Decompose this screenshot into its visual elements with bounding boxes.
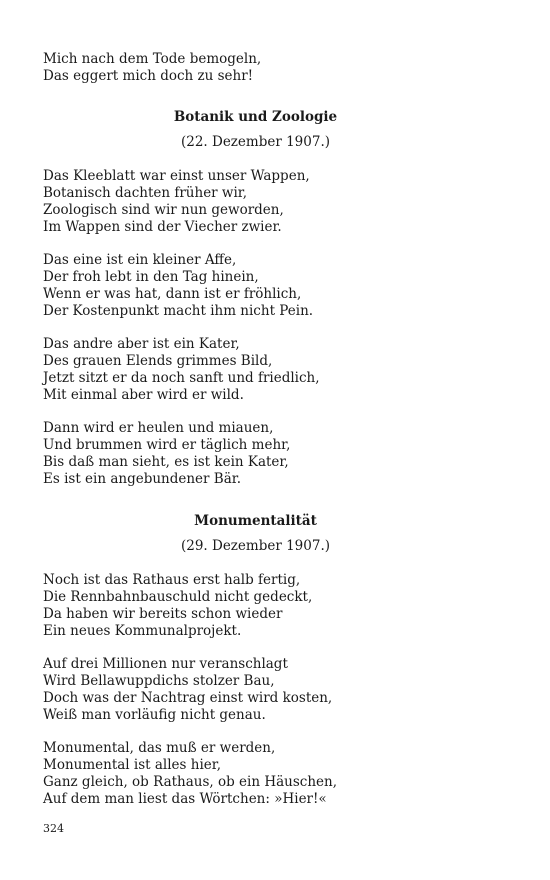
verse-line: Monumental, das muß er werden, [43,740,276,756]
stanza [43,572,468,640]
verse-line: Noch ist das Rathaus erst halb fertig, [43,572,301,588]
verse-line: Ein neues Kommunalprojekt. [43,623,242,639]
verse-line: Das eine ist ein kleiner Affe, [43,252,237,268]
verse-line: Mit einmal aber wird er wild. [43,387,244,403]
poem-date: (29. Dezember 1907.) [180,538,331,554]
verse-line: Des grauen Elends grimmes Bild, [43,353,273,369]
stanza [43,740,468,808]
poem-date: (22. Dezember 1907.) [180,134,331,150]
verse-line: Weiß man vorläufig nicht genau. [43,707,266,723]
stanza [43,420,468,488]
stanza [43,336,468,404]
verse-line: Die Rennbahnbauschuld nicht gedeckt, [43,589,313,605]
stanza [43,656,468,724]
verse-line: Das andre aber ist ein Kater, [43,336,240,352]
verse-line: Das Kleeblatt war einst unser Wappen, [43,168,310,184]
verse-line: Dann wird er heulen und miauen, [43,420,274,436]
page-number: 324 [43,822,64,835]
verse-line: Im Wappen sind der Viecher zwier. [43,219,282,235]
poem-heading [128,109,383,151]
verse-line: Der Kostenpunkt macht ihm nicht Pein. [43,303,314,319]
poem-monumentalitaet [43,513,468,808]
opening-stanza [43,51,468,85]
verse-line: Es ist ein angebundener Bär. [43,471,242,487]
verse-line: Auf drei Millionen nur veranschlagt [43,656,288,672]
verse-line: Wenn er was hat, dann ist er fröhlich, [43,286,302,302]
stanza [43,252,468,320]
verse-line: Wird Bellawuppdichs stolzer Bau, [43,673,275,689]
page-body [43,51,468,808]
verse-line: Da haben wir bereits schon wieder [43,606,283,622]
poem-botanik [43,109,468,488]
verse-line: Und brummen wird er täglich mehr, [43,437,291,453]
verse-line: Zoologisch sind wir nun geworden, [43,202,284,218]
verse-line: Auf dem man liest das Wörtchen: »Hier!« [43,791,327,807]
verse-line: Monumental ist alles hier, [43,757,222,773]
poem-heading [128,513,383,555]
verse-line: Doch was der Nachtrag einst wird kosten, [43,690,333,706]
verse-line: Bis daß man sieht, es ist kein Kater, [43,454,289,470]
verse-line: Das eggert mich doch zu sehr! [43,68,254,84]
stanza [43,168,468,236]
verse-line: Botanisch dachten früher wir, [43,185,248,201]
poem-title: Botanik und Zoologie [173,109,338,125]
verse-line: Jetzt sitzt er da noch sanft und friedlich, [43,370,320,386]
verse-line: Der froh lebt in den Tag hinein, [43,269,259,285]
verse-line: Ganz gleich, ob Rathaus, ob ein Häuschen, [43,774,338,790]
verse-line: Mich nach dem Tode bemogeln, [43,51,262,67]
poem-title: Monumentalität [194,513,317,529]
